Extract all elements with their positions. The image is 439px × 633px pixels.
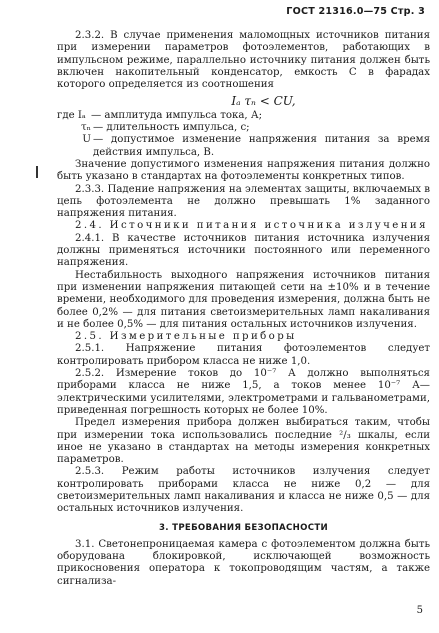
page-number: 5 (416, 604, 423, 616)
formula: Iₐ τₙ < CU, (231, 94, 296, 109)
paragraph-2-3-3: 2.3.3. Падение напряжения на элементах защиты, включаемых в цепь фотоэлемента не должно превышать 1% заданного напряжения питания. (57, 183, 430, 220)
definition-symbol: где Iₐ (57, 109, 86, 121)
margin-mark (36, 166, 38, 178)
definition-symbol: τₙ (80, 122, 91, 134)
definition-row (57, 122, 430, 134)
page-header: ГОСТ 21316.0—75 Стр. 3 (286, 6, 425, 17)
subsection-heading-2-4: 2.4. Источники питания источника излучения (75, 220, 428, 232)
definition-text: — длительность импульса, с; (93, 122, 250, 134)
subsection-heading-2-5: 2.5. Измерительные приборы (75, 331, 297, 343)
paragraph: Нестабильность выходного напряжения источников питания при изменении напряжения питающей сети на ±10% и в течение времени, необходимого для проведения измерения, должна быть не более 0,2% — для питания светоизмерительных ламп накаливания и не более 0,5% — для питания остальных источников излучения. (57, 269, 430, 330)
paragraph-3-1: 3.1. Светонепроницаемая камера с фотоэлементом должна быть оборудована блокировкой, исключающей возможность прикосновения оператора к токопроводящим частям, а также сигнализа- (57, 538, 430, 587)
paragraph-2-5-2: 2.5.2. Измерение токов до 10⁻⁷ А должно выполняться приборами класса не ниже 1,5, а токов менее 10⁻⁷ А—электрическими усилителями, электрометрами и гальванометрами, приведенная погрешность которых не более 10%. (57, 368, 430, 416)
paragraph: Предел измерения прибора должен выбираться таким, чтобы при измерении тока использовались последние ²/₃ шкалы, если иное не указано в стандартах на методы измерения конкретных параметров. (57, 417, 430, 466)
paragraph-2-3-2: 2.3.2. В случае применения маломощных источников питания при измерении параметров фотоэлементов, работающих в импульсном режиме, параллельно источнику питания должен быть включен накопительный конденсатор, емкость C в фарадах которого определяется из соотношения (57, 30, 430, 91)
paragraph: Значение допустимого изменения напряжения питания должно быть указано в стандартах на фотоэлементы конкретных типов. (57, 158, 430, 183)
definition-symbol: U (82, 134, 91, 146)
definition-row (57, 110, 430, 122)
paragraph-2-4-1: 2.4.1. В качестве источников питания источника излучения должны применяться источники постоянного или переменного напряжения. (57, 232, 430, 269)
paragraph-2-5-3: 2.5.3. Режим работы источников излучения следует контролировать приборами класса не ниже 0,2 — для светоизмерительных ламп накаливания и класса не ниже 0,5 — для остальных источников излучения. (57, 466, 430, 515)
definition-row (57, 134, 430, 159)
definition-text: — амплитуда импульса тока, А; (91, 109, 263, 121)
paragraph-2-5-1: 2.5.1. Напряжение питания фотоэлементов следует контролировать прибором класса не ниже 1,0. (57, 343, 430, 367)
body-text (57, 30, 430, 588)
section-title: 3. ТРЕБОВАНИЯ БЕЗОПАСНОСТИ (159, 522, 328, 533)
definition-text: — допустимое изменение напряжения питания за время действия импульса, В. (93, 134, 430, 158)
